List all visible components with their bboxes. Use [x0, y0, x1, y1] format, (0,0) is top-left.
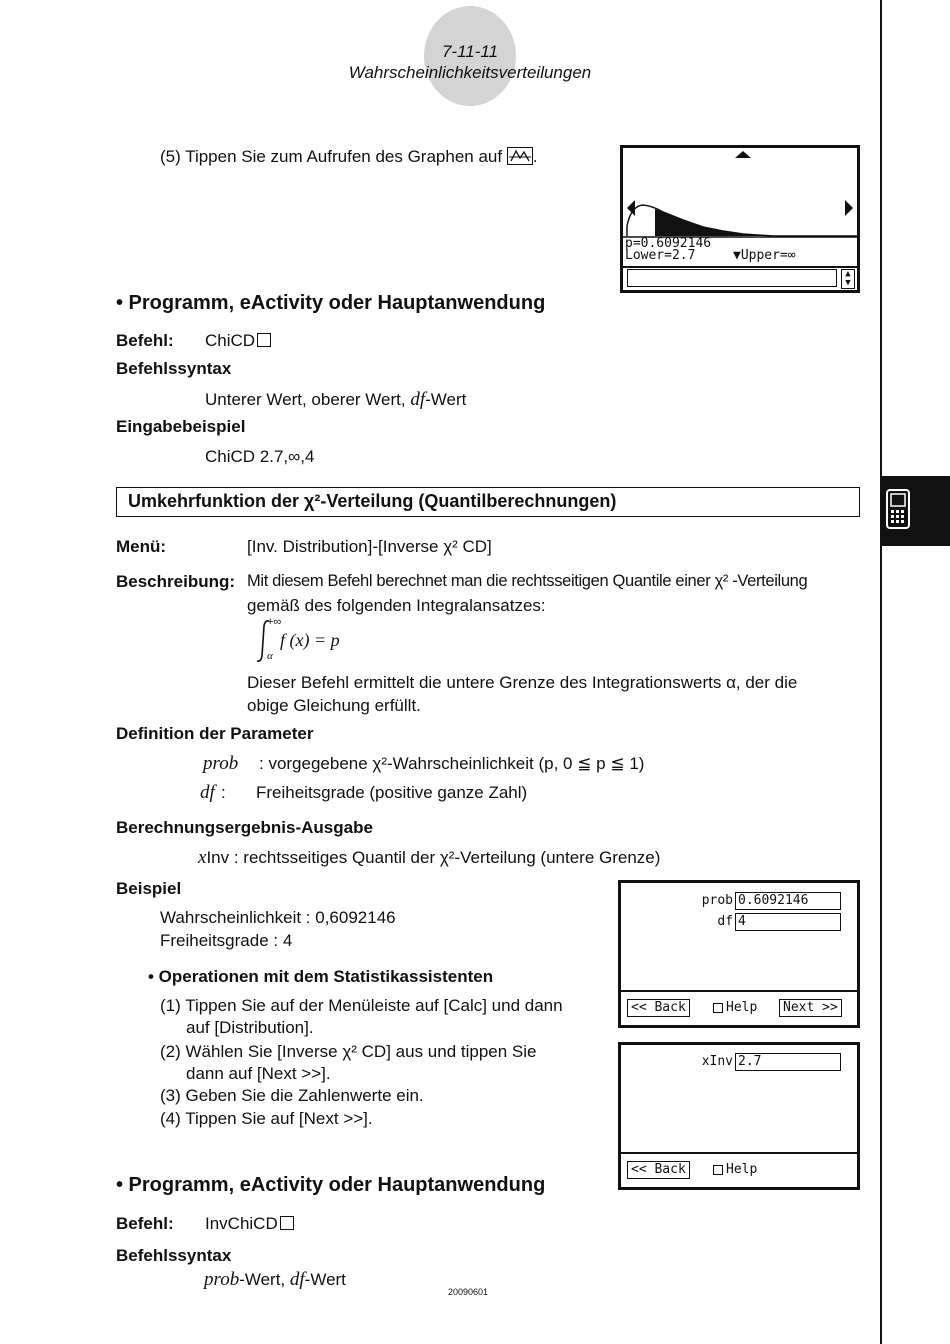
step-5-text: (5) Tippen Sie zum Aufrufen des Graphen auf — [160, 147, 503, 166]
befehl-label-1: Befehl: — [116, 331, 174, 350]
beschreibung-line-2: gemäß des folgenden Integralansatzes: — [247, 596, 546, 615]
beispiel-line-1: Wahrscheinlichkeit : 0,6092146 — [160, 908, 396, 927]
chapter-tab — [880, 476, 950, 546]
command-invchicd: InvChiCD — [205, 1214, 278, 1233]
beschreibung-label: Beschreibung: — [116, 572, 236, 591]
menu-value: [Inv. Distribution]-[Inverse χ² CD] — [247, 537, 492, 556]
page-number: 7-11-11 — [441, 42, 499, 61]
df-label: df — [717, 914, 733, 929]
screen-divider — [623, 266, 857, 268]
chapter-title: Wahrscheinlichkeitsverteilungen — [348, 63, 592, 82]
befehl-label-2: Befehl: — [116, 1214, 174, 1233]
back-button[interactable]: << Back — [627, 1161, 690, 1179]
step-5 — [160, 147, 538, 167]
boxed-heading-text: Umkehrfunktion der χ²-Verteilung (Quantilberechnungen) — [128, 491, 617, 511]
syntax-label-1: Befehlssyntax — [116, 359, 232, 378]
parameter-heading: Definition der Parameter — [116, 724, 314, 743]
beschreibung-line-4: obige Gleichung erfüllt. — [247, 696, 421, 715]
p-value: p=0.6092146 — [625, 236, 712, 251]
operations-heading: • Operationen mit dem Statistikassistenten — [148, 967, 494, 986]
eingabe-value: ChiCD 2.7,∞,4 — [205, 447, 315, 466]
step-5-end: . — [532, 147, 538, 166]
help-label: Help — [726, 1000, 758, 1015]
eingabe-label: Eingabebeispiel — [116, 417, 246, 436]
befehl-value-2 — [205, 1214, 294, 1234]
syntax-text-b: -Wert — [304, 1270, 346, 1289]
op-step-4: (4) Tippen Sie auf [Next >>]. — [160, 1109, 373, 1128]
ergebnis-desc: : rechtsseitiges Quantil der χ²-Verteilung (untere Grenze) — [233, 848, 661, 867]
result-screen — [618, 1042, 860, 1190]
beschreibung-line-1: Mit diesem Befehl berechnet man die rechtsseitigen Quantile einer χ² -Verteilung — [247, 572, 808, 590]
ergebnis-name-inv: Inv — [206, 848, 230, 867]
section-heading-2: • Programm, eActivity oder Hauptanwendung — [116, 1174, 546, 1196]
triangle-down-icon: ▼ — [733, 248, 741, 263]
syntax-prob: prob — [204, 1269, 240, 1290]
graph-input-line[interactable] — [627, 269, 837, 287]
integral-formula — [255, 616, 415, 666]
graph-screen — [620, 145, 860, 293]
checkbox-icon[interactable] — [713, 1003, 723, 1013]
space-symbol-icon — [280, 1216, 294, 1230]
op-step-2a: (2) Wählen Sie [Inverse χ² CD] aus und tippen Sie — [160, 1042, 537, 1061]
checkbox-icon[interactable] — [713, 1165, 723, 1175]
param-prob-name: prob — [203, 753, 239, 774]
prob-input[interactable]: 0.6092146 — [735, 892, 841, 910]
integral-upper-limit: +∞ — [267, 616, 282, 628]
ergebnis-line — [198, 847, 660, 869]
beispiel-heading: Beispiel — [116, 879, 182, 898]
screen-divider — [621, 1152, 857, 1154]
syntax-text-b: -Wert — [425, 390, 467, 409]
beschreibung-line-3: Dieser Befehl ermittelt die untere Grenze des Integrationswerts α, der die — [247, 673, 798, 692]
ergebnis-name-x: x — [198, 847, 207, 868]
param-df-sep: : — [221, 783, 226, 802]
help-label: Help — [726, 1162, 758, 1177]
param-prob-desc: : vorgegebene χ²-Wahrscheinlichkeit (p, 0 ≦ p ≦ 1) — [259, 754, 645, 773]
syntax-label-2: Befehlssyntax — [116, 1246, 232, 1265]
syntax-text-a: Unterer Wert, oberer Wert, — [205, 390, 411, 409]
xinv-label: xInv — [701, 1054, 733, 1069]
lower-value: Lower=2.7 — [625, 248, 696, 263]
integral-lower-limit: α — [267, 650, 273, 662]
back-button[interactable]: << Back — [627, 999, 690, 1017]
right-margin-rule — [880, 0, 882, 1344]
xinv-output[interactable]: 2.7 — [735, 1053, 841, 1071]
space-symbol-icon — [257, 333, 271, 347]
param-df-desc: Freiheitsgrade (positive ganze Zahl) — [256, 783, 528, 802]
section-heading-1: • Programm, eActivity oder Hauptanwendung — [116, 292, 546, 314]
footer-code: 20090601 — [448, 1287, 489, 1297]
upper-row — [733, 250, 796, 262]
screen-divider — [621, 990, 857, 992]
menu-label: Menü: — [116, 537, 167, 556]
syntax-text-a: -Wert, — [239, 1270, 290, 1289]
next-button[interactable]: Next >> — [779, 999, 842, 1017]
ergebnis-heading: Berechnungsergebnis-Ausgabe — [116, 818, 373, 837]
op-step-2b: dann auf [Next >>]. — [186, 1064, 331, 1083]
op-step-1a: (1) Tippen Sie auf der Menüleiste auf [Calc] und dann — [160, 996, 563, 1015]
op-step-1b: auf [Distribution]. — [186, 1018, 314, 1037]
param-df-name: df — [200, 782, 215, 803]
df-input[interactable]: 4 — [735, 913, 841, 931]
syntax-value-1 — [205, 389, 466, 411]
upper-value: Upper=∞ — [740, 248, 796, 263]
help-checkbox[interactable] — [713, 1000, 757, 1015]
beispiel-line-2: Freiheitsgrade : 4 — [160, 931, 293, 950]
prob-label: prob — [701, 893, 733, 908]
syntax-df: df — [410, 389, 426, 410]
befehl-value-1 — [205, 331, 271, 351]
op-step-3: (3) Geben Sie die Zahlenwerte ein. — [160, 1086, 424, 1105]
graph-icon — [507, 147, 533, 165]
help-checkbox[interactable] — [713, 1162, 757, 1177]
integral-body: f (x) = p — [280, 630, 340, 650]
syntax-df: df — [289, 1269, 305, 1290]
syntax-value-2 — [204, 1269, 346, 1291]
scroll-arrows-icon[interactable]: ▲ ▼ — [841, 269, 855, 289]
input-screen — [618, 880, 860, 1028]
command-chicd: ChiCD — [205, 331, 256, 350]
calculator-icon — [880, 476, 950, 546]
